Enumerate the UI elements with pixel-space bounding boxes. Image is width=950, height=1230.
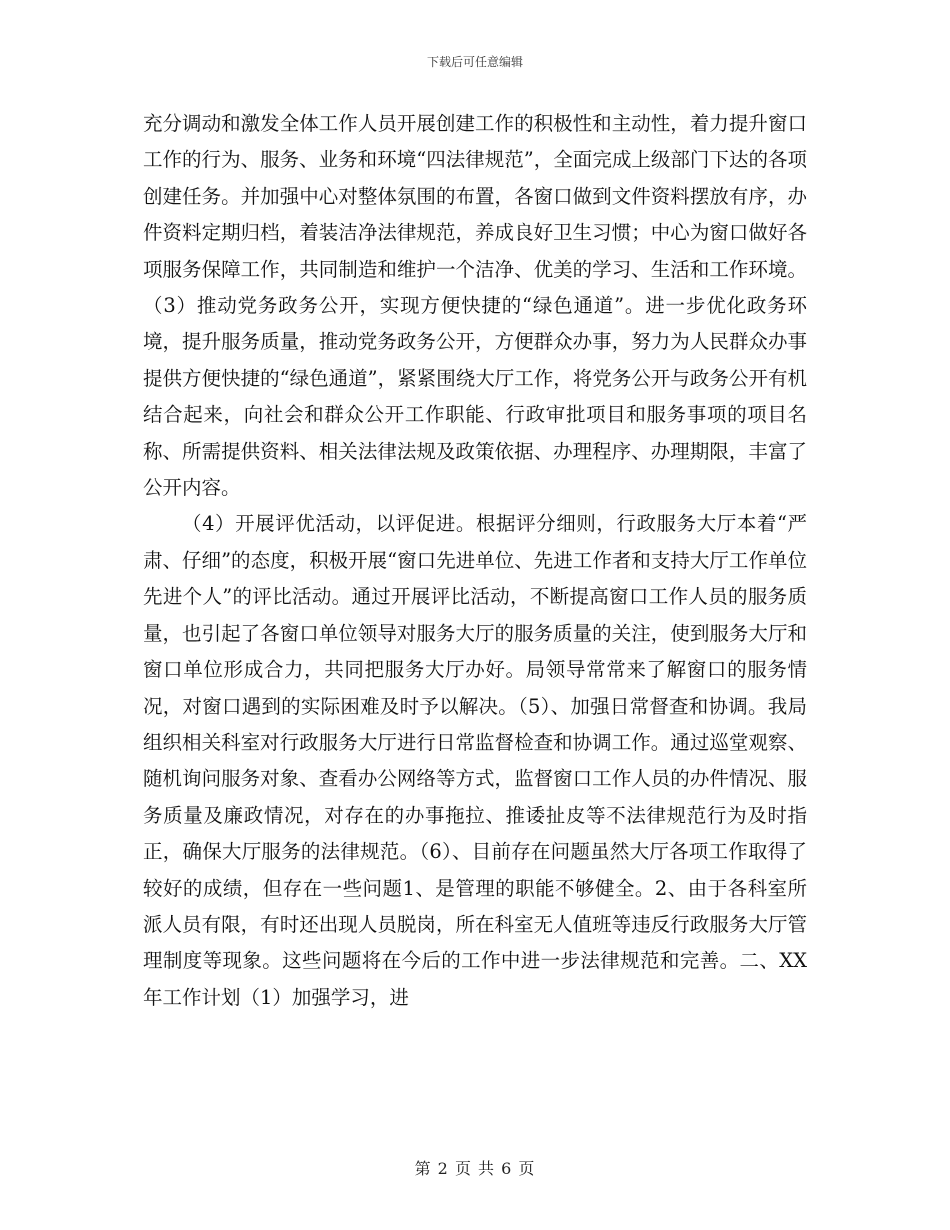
paragraph-1: 充分调动和激发全体工作人员开展创建工作的积极性和主动性，着力提升窗口工作的行为、服务、业务和环境“四法律规范”，全面完成上级部门下达的各项创建任务。并加强中心对整体氛围的布置，各窗口做到文件资料摆放有序，办件资料定期归档，着装洁净法律规范，养成良好卫生习惯；中心为窗口做好各项服务保障工作，共同制造和维护一个洁净、优美的学习、生活和工作环境。（3）推动党务政务公开，实现方便快捷的“绿色通道”。进一步优化政务环境，提升服务质量，推动党务政务公开，方便群众办事，努力为人民群众办事提供方便快捷的“绿色通道”，紧紧围绕大厅工作，将党务公开与政务公开有机结合起来，向社会和群众公开工作职能、行政审批项目和服务事项的项目名称、所需提供资料、相关法律法规及政策依据、办理程序、办理期限，丰富了公开内容。 <box>143 112 807 500</box>
page-number-footer: 第 2 页 共 6 页 <box>414 1159 536 1178</box>
page-header: 下载后可任意编辑 <box>426 55 523 69</box>
paragraph-2: （4）开展评优活动，以评促进。根据评分细则，行政服务大厅本着“严肃、仔细”的态度，积极开展“窗口先进单位、先进工作者和支持大厅工作单位先进个人”的评比活动。通过开展评比活动，不断提高窗口工作人员的服务质量，也引起了各窗口单位领导对服务大厅的服务质量的关注，使到服务大厅和窗口单位形成合力，共同把服务大厅办好。局领导常常来了解窗口的服务情况，对窗口遇到的实际困难及时予以解决。（5）、加强日常督查和协调。我局组织相关科室对行政服务大厅进行日常监督检查和协调工作。通过巡堂观察、随机询问服务对象、查看办公网络等方式，监督窗口工作人员的办件情况、服务质量及廉政情况，对存在的办事拖拉、推诿扯皮等不法律规范行为及时指正，确保大厅服务的法律规范。（6）、目前存在问题虽然大厅各项工作取得了较好的成绩，但存在一些问题1、是管理的职能不够健全。2、由于各科室所派人员有限，有时还出现人员脱岗，所在科室无人值班等违反行政服务大厅管理制度等现象。这些问题将在今后的工作中进一步法律规范和完善。二、XX年工作计划（1）加强学习，进 <box>143 512 807 1009</box>
document-body <box>143 106 807 1016</box>
